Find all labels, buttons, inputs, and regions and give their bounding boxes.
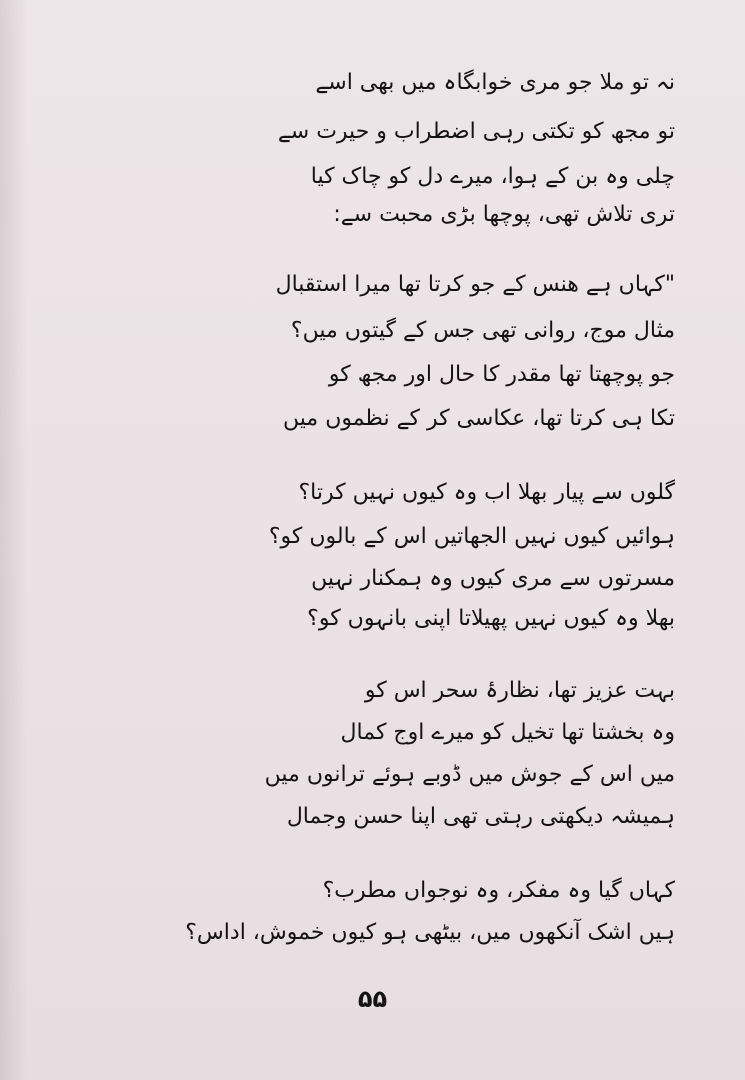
page-edge-shadow [0,0,28,1080]
poem-line: کہاں گیا وہ مفکر، وہ نوجواں مطرب؟ [322,878,675,903]
poem-line: میں اس کے جوش میں ڈوبے ہوئے ترانوں میں [264,762,675,787]
poem-line: گلوں سے پیار بھلا اب وہ کیوں نہیں کرتا؟ [298,480,675,505]
poem-line: ہمیشہ دیکھتی رہتی تھی اپنا حسن وجمال [286,804,675,829]
poem-line: ہوائیں کیوں نہیں الجھاتیں اس کے بالوں کو؟ [268,524,675,549]
poem-line: بہت عزیز تھا، نظارۂ سحر اس کو [364,678,675,703]
poem-line: وہ بخشتا تھا تخیل کو میرے اوج کمال [340,720,675,745]
poem-line: نہ تو ملا جو مری خوابگاہ میں بھی اسے [315,70,675,95]
poem-line: مسرتوں سے مری کیوں وہ ہمکنار نہیں [311,566,675,591]
poem-line: جو پوچھتا تھا مقدر کا حال اور مجھ کو [328,362,675,387]
poem-line: بھلا وہ کیوں نہیں پھیلاتا اپنی بانہوں کو؟ [307,606,675,631]
page-number: ۵۵ [357,985,388,1013]
poem-line: "کہاں ہے ھنس کے جو کرتا تھا میرا استقبال [275,272,675,297]
poem-line: تو مجھ کو تکتی رہی اضطراب و حیرت سے [277,119,675,144]
poem-line: تری تلاش تھی، پوچھا بڑی محبت سے: [333,202,675,227]
poem-line: ہیں اشک آنکھوں میں، بیٹھی ہو کیوں خموش، اداس؟ [185,920,675,945]
poem-line: چلی وہ بن کے ہوا، میرے دل کو چاک کیا [310,164,675,189]
poem-line: تکا ہی کرتا تھا، عکاسی کر کے نظموں میں [283,406,675,431]
poem-line: مثال موج، روانی تھی جس کے گیتوں میں؟ [290,318,675,343]
